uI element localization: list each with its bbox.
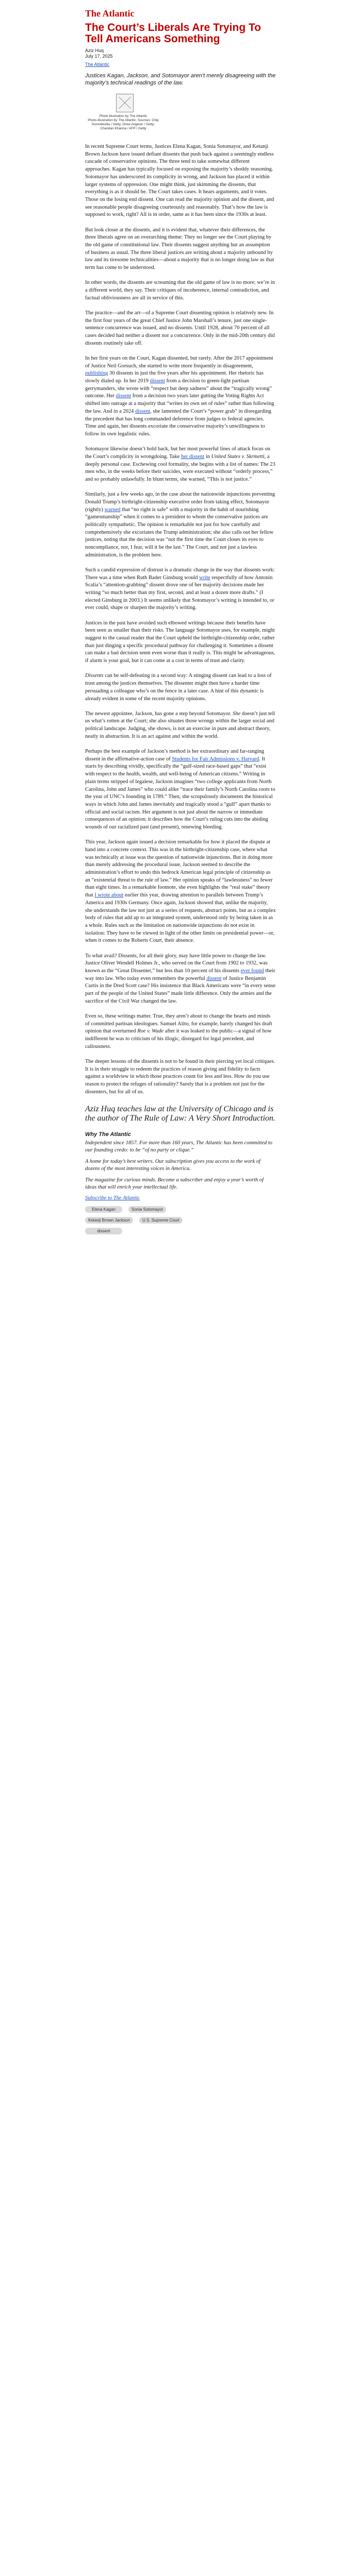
- article-author: Aziz Huq: [85, 48, 104, 53]
- inline-link[interactable]: dissent: [135, 408, 151, 414]
- paragraph-text: In other words, the dissents are screaming that the old game of law is no more; we’re in a different world, they say. Their critiques of incoherence, internal contradiction, and factual obliviousness are all in service of this.: [85, 280, 275, 301]
- paragraph-text: earlier this year, drawing attention to parallels between Trump’s America and 1930s Germany. Once again, Jackson showed that, unlike the majority, she understands the law not just as a series of requests, abstract points, but as a complex body of rules that add up to an integrated system, understood only by being taken in as a whole. Rules such as the limitation on nationwide injunctions do not exist in isolation: They have to be viewed in light of the other limits on presidential power—or, when it comes to the Roberts Court, their absence.: [85, 892, 276, 944]
- inline-link[interactable]: publishing: [85, 370, 108, 377]
- paragraph-text: Even so, these writings matter. True, they aren’t about to change the hearts and minds of committed partisan ideologues. Samuel Alito, for example, barely changed his draft opinion that overturned: [85, 1013, 272, 1035]
- article-paragraph: [85, 1058, 276, 1096]
- article-paragraph: [85, 227, 276, 272]
- article-deck: Justices Kagan, Jackson, and Sotomayor aren’t merely disagreeing with the majority’s technical readings of the law.: [85, 73, 276, 86]
- article-paragraph: [85, 1013, 276, 1051]
- why-atlantic-text-2: A home for today’s best writers. Our subscription gives you access to the work of dozens of the most interesting voices in America.: [85, 1158, 260, 1172]
- paragraph-text: Similarly, just a few weeks ago, in the case about the nationwide injunctions preventing Donald Trump’s birthright-citizenship executive order from taking effect, Sotomayor (rightly): [85, 492, 275, 513]
- bio-end: .: [273, 1113, 276, 1123]
- why-atlantic-text-3: The magazine for curious minds. Become a subscriber and enjoy a year’s worth of ideas that will enrich your intellectual life.: [85, 1177, 264, 1190]
- article-paragraph: [85, 953, 276, 1006]
- article-date: July 17, 2025: [85, 54, 113, 59]
- photo-alt-text: Photo illustration by The Atlantic: [99, 114, 147, 118]
- paragraph-text: This year, Jackson again issued a decision remarkable for how it placed the dispute at hand into a concrete context. This was in the birthright-citizenship case, where what was technically at issue was the question of nationwide injunctions. But in doing more than merely addressing the procedural issue, Jackson seemed to describe the administration’s effort to undo this bedrock American legal principle of citizenship as an “existential threat to the rule of law.” Her opinion speaks of “lawlessness” no fewer than eight times. In a remarkable footnote, she even highlights the “real stake” theory that: [85, 839, 273, 899]
- paragraph-text: doesn’t just tell us what’s rotten at the Court; she also situates those wrongs within the larger social and political landscape. Judging, she shows, is not an exercise in pure and abstract theory, neatly in abstraction. It is an act against and within the world.: [85, 710, 275, 739]
- paragraph-text: In her first years on the Court, Kagan dissented, but rarely. After the 2017 appointment of Justice Neil Gorsuch, she started to write more frequently in disagreement,: [85, 355, 273, 369]
- paragraph-text: in: [204, 453, 211, 460]
- paragraph-text: from a decision to green-light partisan gerrymanders, she wrote with “respect but deep sadness” about the “tragically wrong” outcome. Her: [85, 378, 272, 399]
- article-paragraph: [85, 279, 276, 302]
- why-atlantic-text-1: Independent since 1857. For more than 160 years, The Atlantic has been committed to our founding credo: to be “of no party or clique.”: [85, 1140, 273, 1153]
- topic-tag[interactable]: Ketanji Brown Jackson: [85, 1217, 133, 1224]
- subscribe-link[interactable]: Subscribe to The Atlantic: [85, 1195, 140, 1201]
- photo-caption: [85, 114, 161, 131]
- book-link[interactable]: The Rule of Law: A Very Short Introduction: [129, 1113, 274, 1123]
- paragraph-text: , she lamented the Court’s “power grab” in disregarding the precedent that has long commanded deference from judges to federal agencies. Time and again, her dissents excoriate the conservative majority’s unwillingness to follow its own legalistic rules.: [85, 408, 271, 437]
- paragraph-text: from a decision two years later gutting the Voting Rights Act shifted into outrage at a majority that “writes its own set of rules” rather than following the law. And in a 2024: [85, 393, 274, 414]
- article-paragraph: [85, 143, 276, 219]
- broken-image-icon: [116, 94, 134, 112]
- inline-link[interactable]: dissent: [116, 393, 131, 399]
- paragraph-text: In recent Supreme Court terms, Justices Elena Kagan, Sonia Sotomayor, and Ketanji Brown Jackson have issued defiant dissents that push back against a seemingly endless cascade of conservative opinions. The three tend to take somewhat different approaches. Kagan has typically focused on exposing the majority’s shoddy reasoning. Sotomayor has underscored its complicity in wrong, and Jackson has placed it within larger systems of oppression. One might think, just skimming the dissents, that everything is as it should be. The Court takes cases. It hears arguments, and it votes. Those on the losing end dissent. One can read the majority opinion and the dissent, and see reasonable people disagreeing courteously and reasonably. That’s how the law is supposed to work, right? All is in order, same as it has been since the 1930s at least.: [85, 144, 274, 218]
- article-paragraph: [85, 310, 276, 348]
- paragraph-text: Perhaps the best example of Jackson’s method is her extraordinary and far-ranging dissent in the affirmative-action case of: [85, 749, 265, 762]
- topic-tag[interactable]: dissent: [85, 1228, 122, 1234]
- paragraph-text: can be self-defeating in a second way: A stinging dissent can lead to a loss of trust among the justices themselves. The dissenter might then have a harder time persuading a colleague who’s on the fence in a later case. A hint of this dynamic is already evident in some of the recent majority opinions.: [85, 673, 272, 702]
- article-body: [85, 143, 276, 1096]
- topic-tags: [85, 1206, 214, 1234]
- article-paragraph: [85, 620, 276, 665]
- photo-credit: Photo-Illustration by The Atlantic. Sources: Chip Somodevilla / Getty; Drew Angerer / Getty; Chandan Khanna / AFP / Getty: [88, 118, 159, 130]
- inline-link[interactable]: warned: [104, 506, 121, 513]
- paragraph-text: respectfully of how Antonin Scalia’s “attention-grabbing” dissent drove one of her majority decisions made her writing “so much better than my first, second, and at least a dozen more drafts.” (I elected Ginsburg in 2003.) It seems unlikely that Sotomayor’s writing is intended to, or ever could, shape or sharpen the majority’s writing.: [85, 574, 274, 611]
- paragraph-text: . It starts by describing vividly, specifically the “gulf-sized race-based gaps” that “exist with respect to the health, wealth, and well-being of American citizens.” Writing in plain terms stripped of legalese, Jackson imagines “two college applicants from North Carolina, John and James” who could alike “trace their family’s North Carolina roots to the year of UNC’s founding in 1789.” Then, she scrupulously documents the historical ways in which John and James inevitably and tragically stood a “gulf” apart thanks to official and social racism. Her argument is not just about the narrow or immediate consequences of an opinion; it describes how the Court’s ruling cuts into the abiding wounds of our racialized past (and present), renewing bleeding.: [85, 756, 275, 831]
- inline-link[interactable]: her dissent: [181, 453, 205, 460]
- paragraph-text: The newest appointee, Jackson, has gone a step beyond Sotomayor.: [85, 710, 233, 717]
- article-paragraph: [85, 672, 276, 703]
- paragraph-text: Such a candid expression of distrust is a dramatic change in the way that dissents work: There was a time when Ruth Bader Ginsburg would: [85, 567, 275, 581]
- article-paragraph: [85, 491, 276, 559]
- inline-link[interactable]: dissent: [150, 378, 165, 384]
- inline-link[interactable]: I wrote about: [94, 892, 124, 899]
- topic-tag[interactable]: Sonia Sotomayor: [128, 1206, 166, 1213]
- paragraph-text: The deeper lessons of the dissents is not to be found in their piercing yet local critiques. It is in their struggle to redeem the practices of reason giving and fidelity to facts against a worldview in which those practices count for less and less. How do you use reason to protect the refuges of rationality? Surely that is a problem not just for the dissenters, but for all of us.: [85, 1059, 275, 1095]
- paragraph-text: The practice—and the art—of a Supreme Court dissenting opinion is relatively new. In the first four years of the great Chief Justice John Marshall’s tenure, just one single-sentence concurrence was issued, and no dissents. Until 1928, about 70 percent of all cases decided had neither a dissent nor a concurrence. Only in the mid-20th century did dissents routinely take off.: [85, 310, 275, 346]
- article-paragraph: [85, 748, 276, 832]
- article-paragraph: [85, 446, 276, 484]
- author-link[interactable]: Aziz Huq: [85, 1104, 116, 1113]
- article-paragraph: [85, 839, 276, 945]
- site-logo[interactable]: The Atlantic: [85, 8, 135, 19]
- topic-tag[interactable]: Elena Kagan: [85, 1206, 122, 1213]
- inline-link[interactable]: dissent: [206, 975, 222, 981]
- italic-text: Dissents: [85, 673, 104, 679]
- italic-text: She: [233, 710, 241, 717]
- author-bio: [85, 1105, 276, 1123]
- article-paragraph: [85, 710, 276, 741]
- lead-photo: [85, 93, 161, 136]
- paragraph-text: , a deeply personal case. Eschewing cool formality, she begins with a list of names: The 23 men who, in the weeks before their suicides, were executed without “orderly process,” and so probably unlawfully. In blunt terms, she warned, “This is not justice.”: [85, 453, 275, 482]
- paragraph-text: But look closer at the dissents, and it is evident that, whatever their differences, the three liberals agree on an overarching theme: They no longer see the Court playing by the old game of constitutional law. Their dissents suggest anything but an assumption of business as usual. The three liberal justices are writing about a majority unbound by law and its tiresome technicalities—about a majority that is no longer doing law as that term has come to be understood.: [85, 227, 274, 271]
- topic-tag[interactable]: U.S. Supreme Court: [139, 1217, 183, 1224]
- paragraph-text: 30 dissents in just the five years after his appointment. Her rhetoric has slowly dialed up. In her 2019: [85, 370, 264, 384]
- paragraph-text: that “no right is safe” with a majority in the habit of nourishing “gamesmanship” when it comes to a president to whom the conservative justices are politically sympathetic. The opinion is remarkable not just for how carefully and comprehensively she excoriates the Trump administration; she also calls out her fellow justices, noting that the decision was “not the first time the Court closes its eyes to noncompliance, nor, I fear, will it be the last.” The Court, and not just a lawless administration, is the problem here.: [85, 506, 274, 558]
- paragraph-text: their way into law. Who today even remembers the powerful: [85, 968, 275, 981]
- article-headline: The Court’s Liberals Are Trying To Tell Americans Something: [85, 22, 261, 45]
- section-link[interactable]: The Atlantic: [85, 62, 110, 67]
- italic-text: Roe v. Wade: [137, 1028, 164, 1035]
- inline-link[interactable]: write: [199, 574, 210, 581]
- paragraph-text: of Justice Benjamin Curtis in the Dred Scott case? His insistence that Black Americans were “in every sense part of the people of the United States” made little difference. Only the armies and the sacrifice of the Civil War changed the law.: [85, 975, 276, 1004]
- bio-text: teaches law at the University of Chicago and is the author of: [85, 1104, 274, 1123]
- paragraph-text: Sotomayor likewise doesn’t hold back, but her most powerful lines of attack focus on the Court’s complicity in wrongdoing. Take: [85, 446, 271, 460]
- paragraph-text: Justices in the past have avoided such elbowed writings because their benefits have been seen as smaller than their risks. The language Sotomayor uses, for example, might suggest to the casual reader that the Court upheld the birthright-citizenship order, rather than just dinging a specific procedural pathway for challenging it. Sometimes a dissent can make a bad decision seem even worse than it really is. This might be advantageous, if alarm is your goal, but it can come at a cost in terms of trust and clarity.: [85, 620, 275, 664]
- paragraph-text: after it was leaked to the public—a signal of how indifferent he was to criticism of his illogic, disregard for legal precedent, and callousness.: [85, 1028, 272, 1049]
- why-atlantic-title: Why The Atlantic: [85, 1131, 131, 1138]
- inline-link[interactable]: Students for Fair Admissions v. Harvard: [172, 756, 259, 762]
- article-paragraph: [85, 355, 276, 438]
- article-paragraph: [85, 567, 276, 612]
- italic-text: United States v. Skrmetti: [211, 453, 265, 460]
- paragraph-text: To what avail? Dissents, for all their glory, may have little power to change the law. Justice Oliver Wendell Holmes Jr., who served on the Court from 1902 to 1932, was known as the “Great Dissenter,” but less than 10 percent of his dissents: [85, 953, 268, 974]
- inline-link[interactable]: ever found: [240, 968, 264, 974]
- article: [85, 3, 276, 1234]
